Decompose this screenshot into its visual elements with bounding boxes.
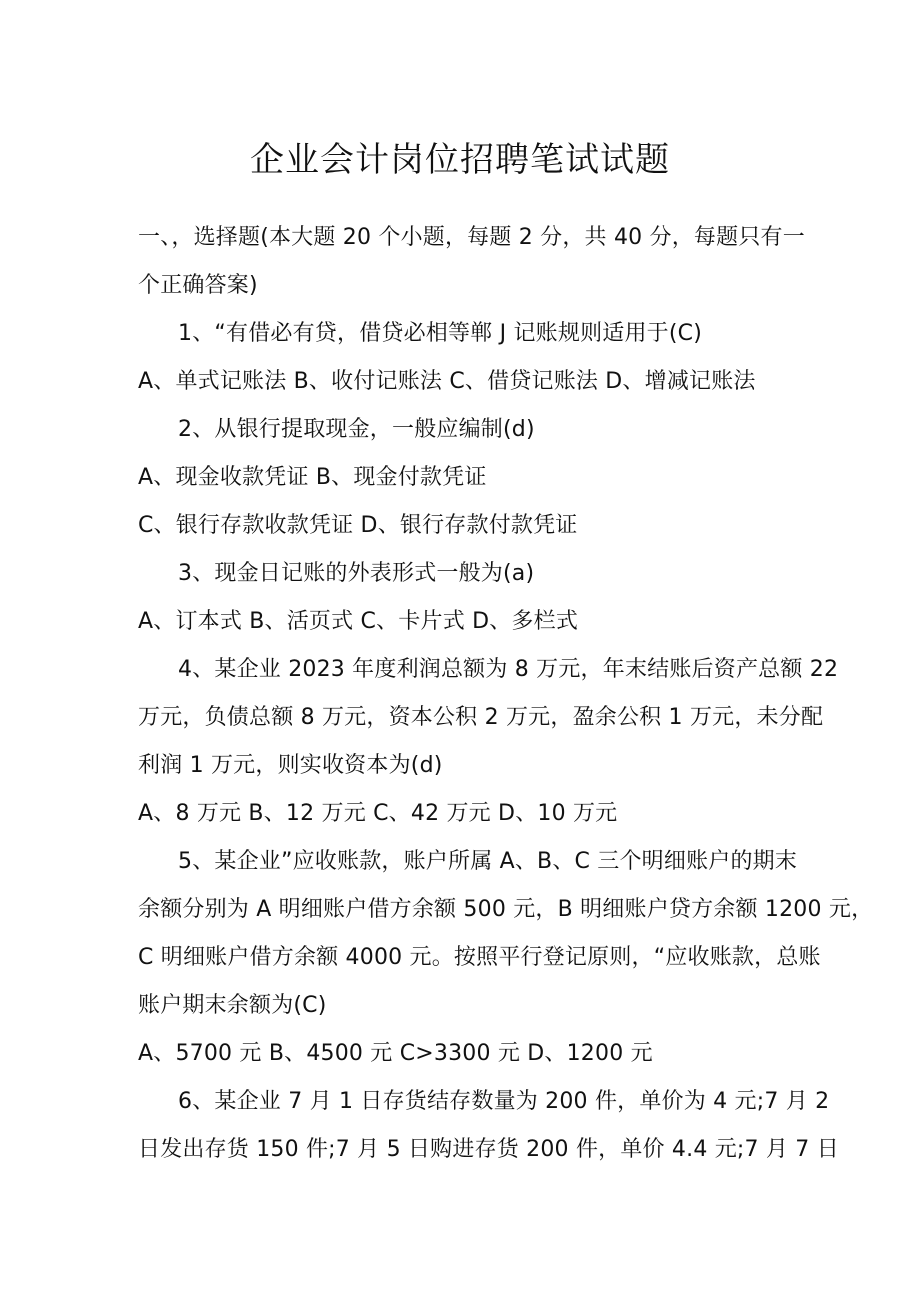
question-6-stem-line-1: 6、某企业 7 月 1 日存货结存数量为 200 件，单价为 4 元;7 月 2: [178, 1089, 830, 1114]
question-1-stem: 1、“有借必有贷，借贷必相等郸 J 记账规则适用于(C): [178, 321, 702, 346]
question-2-options-line-2: C、银行存款收款凭证 D、银行存款付款凭证: [138, 513, 578, 538]
question-3-options: A、订本式 B、活页式 C、卡片式 D、多栏式: [138, 609, 579, 634]
section-heading-line-1: 一、，选择题(本大题 20 个小题，每题 2 分，共 40 分，每题只有一: [138, 225, 805, 250]
question-4-options: A、8 万元 B、12 万元 C、42 万元 D、10 万元: [138, 801, 618, 826]
document-title: 企业会计岗位招聘笔试试题: [250, 140, 670, 180]
question-2-stem: 2、从银行提取现金，一般应编制(d): [178, 417, 535, 442]
question-5-stem-line-4: 账户期末余额为(C): [138, 993, 327, 1018]
question-2-options-line-1: A、现金收款凭证 B、现金付款凭证: [138, 465, 487, 490]
question-5-stem-line-2: 余额分别为 A 明细账户借方余额 500 元，B 明细账户贷方余额 1200 元，: [138, 897, 874, 922]
question-6-stem-line-2: 日发出存货 150 件;7 月 5 日购进存货 200 件，单价 4.4 元;7 月 7 日: [138, 1137, 839, 1162]
question-4-stem-line-1: 4、某企业 2023 年度利润总额为 8 万元，年末结账后资产总额 22: [178, 657, 839, 682]
question-5-stem-line-3: C 明细账户借方余额 4000 元。按照平行登记原则，“应收账款，总账: [138, 945, 821, 970]
question-5-options: A、5700 元 B、4500 元 C>3300 元 D、1200 元: [138, 1041, 653, 1066]
question-1-options: A、单式记账法 B、收付记账法 C、借贷记账法 D、增减记账法: [138, 369, 756, 394]
question-3-stem: 3、现金日记账的外表形式一般为(a): [178, 561, 535, 586]
question-4-stem-line-2: 万元，负债总额 8 万元，资本公积 2 万元，盈余公积 1 万元，未分配: [138, 705, 824, 730]
question-5-stem-line-1: 5、某企业”应收账款，账户所属 A、B、C 三个明细账户的期末: [178, 849, 798, 874]
section-heading-line-2: 个正确答案): [138, 273, 258, 298]
question-4-stem-line-3: 利润 1 万元，则实收资本为(d): [138, 753, 443, 778]
